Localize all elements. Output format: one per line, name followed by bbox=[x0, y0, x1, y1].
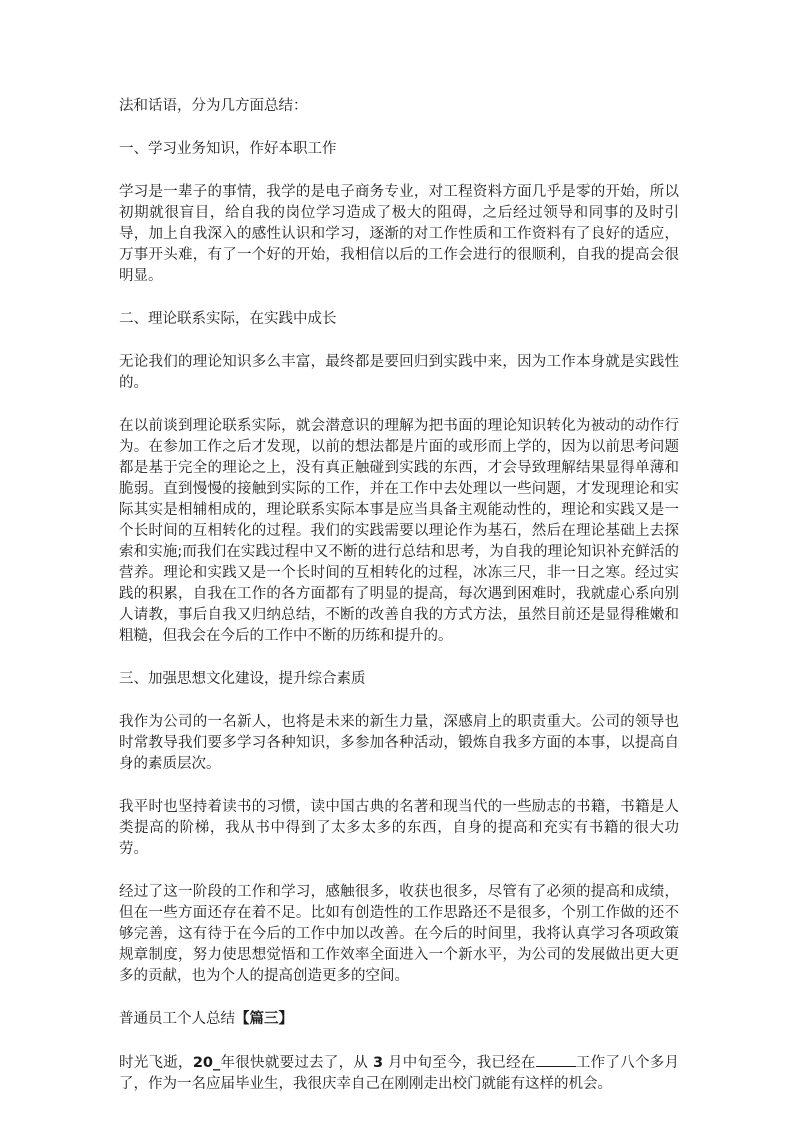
section-2-heading: 二、理论联系实际，在实践中成长 bbox=[119, 311, 337, 327]
final-post: 工作了八个多月了，作为一名应届毕业生，我很庆幸自己在刚刚走出校门就能有这样的机会。 bbox=[119, 1055, 680, 1092]
final-month: 3 bbox=[373, 1055, 384, 1071]
final-mid1: 年很快就要过去了，从 bbox=[220, 1055, 374, 1071]
section-3-heading: 三、加强思想文化建设，提升综合素质 bbox=[119, 671, 366, 687]
section-3-paragraph-1: 我作为公司的一名新人，也将是未来的新生力量，深感肩上的职责重大。公司的领导也时常教导我们要多学习各种知识，多参加各种活动，锻炼自我多方面的本事，以提高自身的素质层次。 bbox=[119, 714, 679, 772]
article-title bbox=[119, 1009, 679, 1030]
section-1-paragraph: 学习是一辈子的事情，我学的是电子商务专业，对工程资料方面几乎是零的开始，所以初期就很盲目，给自我的岗位学习造成了极大的阻碍，之后经过领导和同事的及时引导，加上自我深入的感性认识和学习，逐渐的对工作性质和工作资料有了良好的适应，万事开头难，有了一个好的开始，我相信以后的工作会进行的很顺利，自我的提高会很明显。 bbox=[119, 184, 679, 284]
section-1-heading: 一、学习业务知识，作好本职工作 bbox=[119, 141, 337, 157]
intro-line: 法和话语，分为几方面总结： bbox=[119, 98, 308, 114]
final-mid2: 月中旬至今，我已经在 bbox=[383, 1055, 536, 1071]
document-page bbox=[119, 96, 679, 1095]
article-title-text: 普通员工个人总结 bbox=[119, 1011, 235, 1027]
final-year: 20_ bbox=[192, 1055, 221, 1071]
section-3-paragraph-3: 经过了这一阶段的工作和学习，感触很多，收获也很多，尽管有了必须的提高和成绩，但在一些方面还存在着不足。比如有创造性的工作思路还不是很多，个别工作做的还不够完善，这有待于在今后的工作中加以改善。在今后的时间里，我将认真学习各项政策规章制度，努力使思想觉悟和工作效率全面进入一个新水平，为公司的发展做出更大更多的贡献，也为个人的提高创造更多的空间。 bbox=[119, 884, 679, 984]
section-2-paragraph-1: 无论我们的理论知识多么丰富，最终都是要回归到实践中来，因为工作本身就是实践性的。 bbox=[119, 354, 679, 391]
article-title-bracket: 【篇三】 bbox=[235, 1011, 293, 1027]
fill-in-blank bbox=[536, 1052, 576, 1067]
final-pre: 时光飞逝， bbox=[119, 1055, 193, 1071]
section-2-paragraph-2: 在以前谈到理论联系实际，就会潜意识的理解为把书面的理论知识转化为被动的动作行为。在参加工作之后才发现，以前的想法都是片面的或形而上学的，因为以前思考问题都是基于完全的理论之上，没有真正触碰到实践的东西，才会导致理解结果显得单薄和脆弱。直到慢慢的接触到实际的工作，并在工作中去处理以一些问题，才发现理论和实际其实是相辅相成的，理论联系实际本事是应当具备主观能动性的，理论和实践又是一个长时间的互相转化的过程。我们的实践需要以理论作为基石，然后在理论基础上去探索和实施;而我们在实践过程中又不断的进行总结和思考，为自我的理论知识补充鲜活的营养。理论和实践又是一个长时间的互相转化的过程，冰冻三尺，非一日之寒。经过实践的积累，自我在工作的各方面都有了明显的提高，每次遇到困难时，我就虚心系向别人请教，事后自我又归纳总结，不断的改善自我的方式方法，虽然目前还是显得稚嫩和粗糙，但我会在今后的工作中不断的历练和提升的。 bbox=[119, 418, 679, 644]
section-3-paragraph-2: 我平时也坚持着读书的习惯，读中国古典的名著和现当代的一些励志的书籍，书籍是人类提高的阶梯，我从书中得到了太多太多的东西，自身的提高和充实有书籍的很大功劳。 bbox=[119, 799, 679, 857]
final-paragraph bbox=[119, 1052, 679, 1095]
